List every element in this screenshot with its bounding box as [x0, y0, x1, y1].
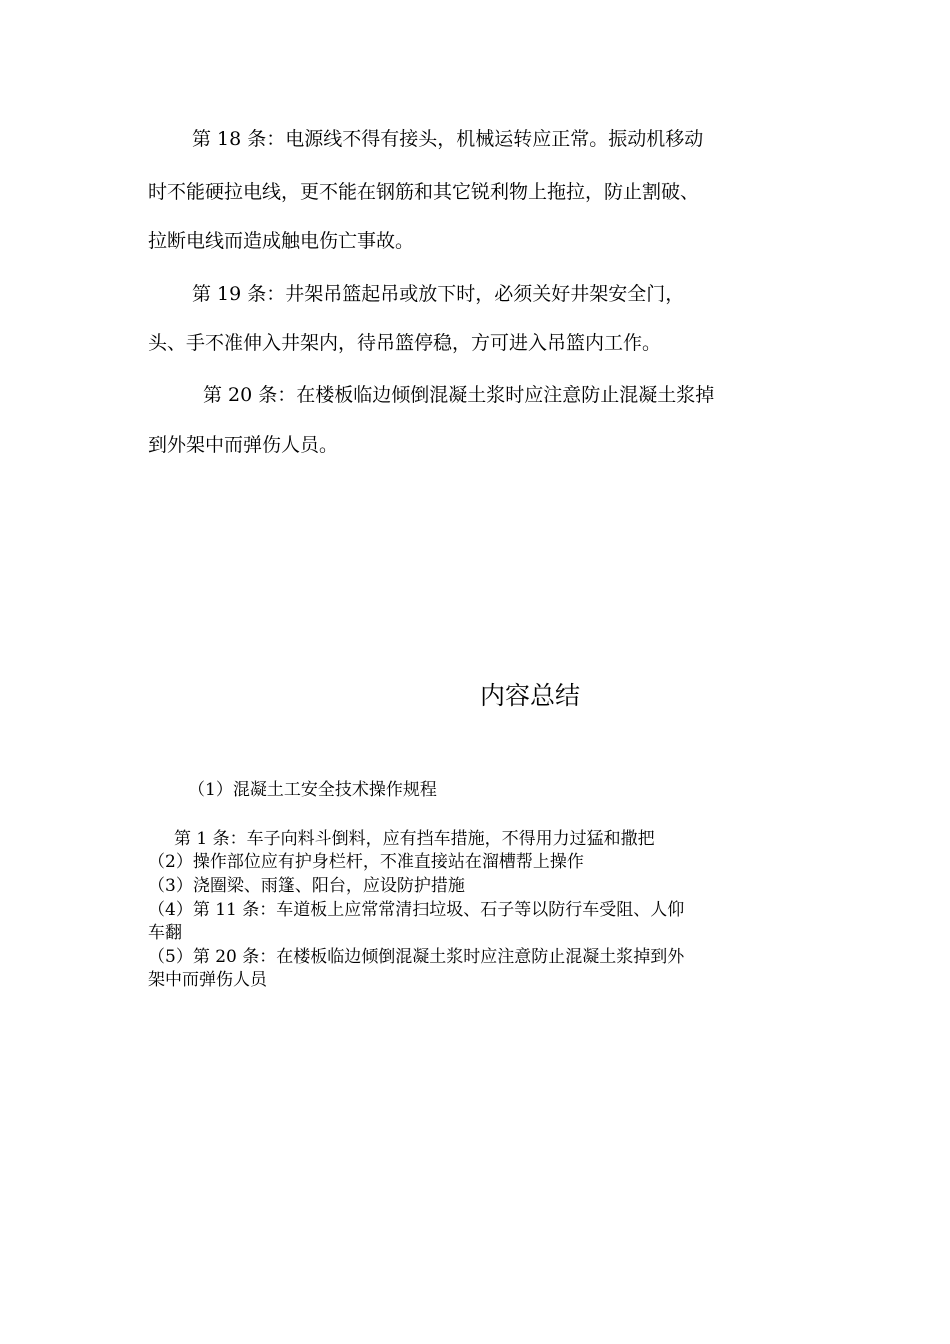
body-line-6: 第 20 条：在楼板临边倾倒混凝土浆时应注意防止混凝土浆掉: [203, 384, 715, 406]
summary-line-4: （3）浇圈梁、雨篷、阳台，应设防护措施: [148, 876, 465, 896]
body-line-1: 第 18 条：电源线不得有接头，机械运转应正常。振动机移动: [192, 128, 704, 150]
body-line-4: 第 19 条：井架吊篮起吊或放下时，必须关好井架安全门，: [192, 283, 685, 305]
summary-title: 内容总结: [479, 681, 580, 710]
body-line-3: 拉断电线而造成触电伤亡事故。: [148, 230, 415, 252]
summary-line-6: 车翻: [148, 923, 182, 943]
body-line-7: 到外架中而弹伤人员。: [148, 434, 339, 456]
summary-line-7: （5）第 20 条：在楼板临边倾倒混凝土浆时应注意防止混凝土浆掉到外: [148, 947, 685, 967]
body-line-5: 头、手不准伸入井架内，待吊篮停稳，方可进入吊篮内工作。: [148, 332, 662, 354]
summary-line-5: （4）第 11 条：车道板上应常常清扫垃圾、石子等以防行车受阻、人仰: [148, 900, 685, 920]
summary-line-2: 第 1 条：车子向料斗倒料，应有挡车措施，不得用力过猛和撒把: [174, 829, 655, 849]
body-line-2: 时不能硬拉电线，更不能在钢筋和其它锐利物上拖拉，防止割破、: [148, 181, 700, 203]
summary-line-3: （2）操作部位应有护身栏杆，不准直接站在溜槽帮上操作: [148, 852, 584, 872]
summary-line-8: 架中而弹伤人员: [148, 970, 267, 990]
summary-line-1: （1）混凝土工安全技术操作规程: [188, 780, 437, 800]
